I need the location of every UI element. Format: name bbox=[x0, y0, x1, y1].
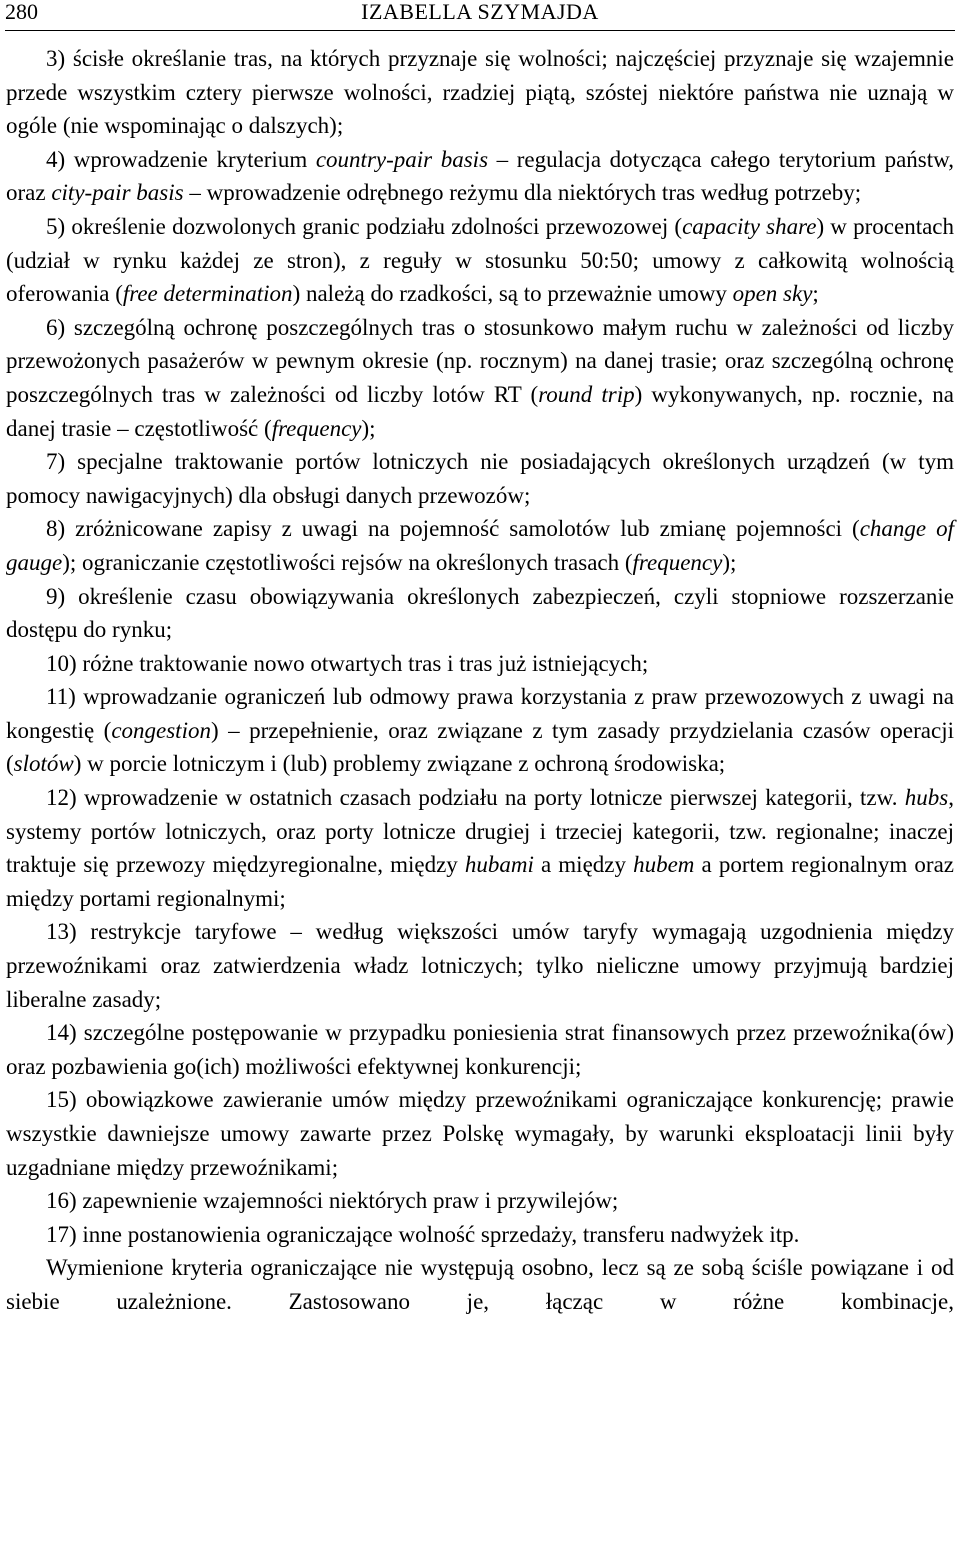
running-title: IZABELLA SZYMAJDA bbox=[361, 0, 599, 24]
list-item-10: 10) różne traktowanie nowo otwartych tras i tras już istniejących; bbox=[46, 650, 649, 676]
list-item-8: 8) zróżnicowane zapisy z uwagi na pojemność samolotów lub zmianę pojemności (change of gauge); ograniczanie częstotliwości rejsów na określonych trasach (frequency); bbox=[6, 516, 954, 575]
list-item-7: 7) specjalne traktowanie portów lotniczych nie posiadających określonych urządzeń (w tym pomocy nawigacyjnych) dla obsługi danych przewozów; bbox=[6, 449, 954, 508]
list-item-14: 14) szczególne postępowanie w przypadku poniesienia strat finansowych przez przewoźnika(ów) oraz pozbawienia go(ich) możliwości efektywnej konkurencji; bbox=[6, 1020, 954, 1079]
list-item-3: 3) ścisłe określanie tras, na których przyznaje się wolności; najczęściej przyznaje się wzajemnie przede wszystkim cztery pierwsze wolności, rzadziej piątą, szóstej niektóre państwa nie uznają w ogóle (nie wspominając o dalszych); bbox=[6, 46, 954, 139]
list-item-11: 11) wprowadzanie ograniczeń lub odmowy prawa korzystania z praw przewozowych z uwagi na kongestię (congestion) – przepełnienie, oraz związane z tym zasady przydzielania czasów operacji (slotów) w porcie lotniczym i (lub) problemy związane z ochroną środowiska; bbox=[6, 684, 954, 777]
list-item-16: 16) zapewnienie wzajemności niektórych praw i przywilejów; bbox=[46, 1188, 619, 1214]
list-item-15: 15) obowiązkowe zawieranie umów między przewoźnikami ograniczające konkurencję; prawie wszystkie dawniejsze umowy zawarte przez Polskę wymagały, by warunki eksploatacji linii były uzgadniane między przewoźnikami; bbox=[6, 1087, 954, 1180]
list-item-17: 17) inne postanowienia ograniczające wolność sprzedaży, transferu nadwyżek itp. bbox=[46, 1221, 800, 1247]
page-number: 280 bbox=[5, 0, 38, 24]
list-item-12: 12) wprowadzenie w ostatnich czasach podziału na porty lotnicze pierwszej kategorii, tzw. hubs, systemy portów lotniczych, oraz porty lotnicze drugiej i trzeciej kategorii, tzw. regionalne; inaczej traktuje się przewozy międzyregionalne, między hubami a między hubem a portem regionalnym oraz między portami regionalnymi; bbox=[6, 785, 954, 911]
body-text bbox=[6, 42, 954, 1319]
list-item-4: 4) wprowadzenie kryterium country-pair basis – regulacja dotycząca całego terytorium państw, oraz city-pair basis – wprowadzenie odrębnego reżymu dla niektórych tras według potrzeby; bbox=[6, 146, 954, 206]
closing-paragraph: Wymienione kryteria ograniczające nie występują osobno, lecz są ze sobą ściśle powiązane i od siebie uzależnione. Zastosowano je, łącząc w różne kombinacje, bbox=[6, 1255, 954, 1314]
list-item-13: 13) restrykcje taryfowe – według większości umów taryfy wymagają uzgodnienia między przewoźnikami oraz zatwierdzenia władz lotniczych; tylko nieliczne umowy przyjmują bardziej liberalne zasady; bbox=[6, 919, 954, 1012]
list-item-6: 6) szczególną ochronę poszczególnych tras o stosunkowo małym ruchu w zależności od liczby przewożonych pasażerów w pewnym okresie (np. rocznym) na danej trasie; oraz szczególną ochronę poszczególnych tras w zależności od liczby lotów RT (round trip) wykonywanych, np. rocznie, na danej trasie – częstotliwość (frequency); bbox=[6, 314, 954, 441]
list-item-5: 5) określenie dozwolonych granic podziału zdolności przewozowej (capacity share) w procentach (udział w rynku każdej ze stron), z reguły w stosunku 50:50; umowy z całkowitą wolnością oferowania (free determination) należą do rzadkości, są to przeważnie umowy open sky; bbox=[6, 213, 955, 307]
page-header bbox=[5, 0, 955, 28]
header-rule bbox=[5, 30, 955, 31]
list-item-9: 9) określenie czasu obowiązywania określonych zabezpieczeń, czyli stopniowe rozszerzanie dostępu do rynku; bbox=[6, 583, 954, 643]
